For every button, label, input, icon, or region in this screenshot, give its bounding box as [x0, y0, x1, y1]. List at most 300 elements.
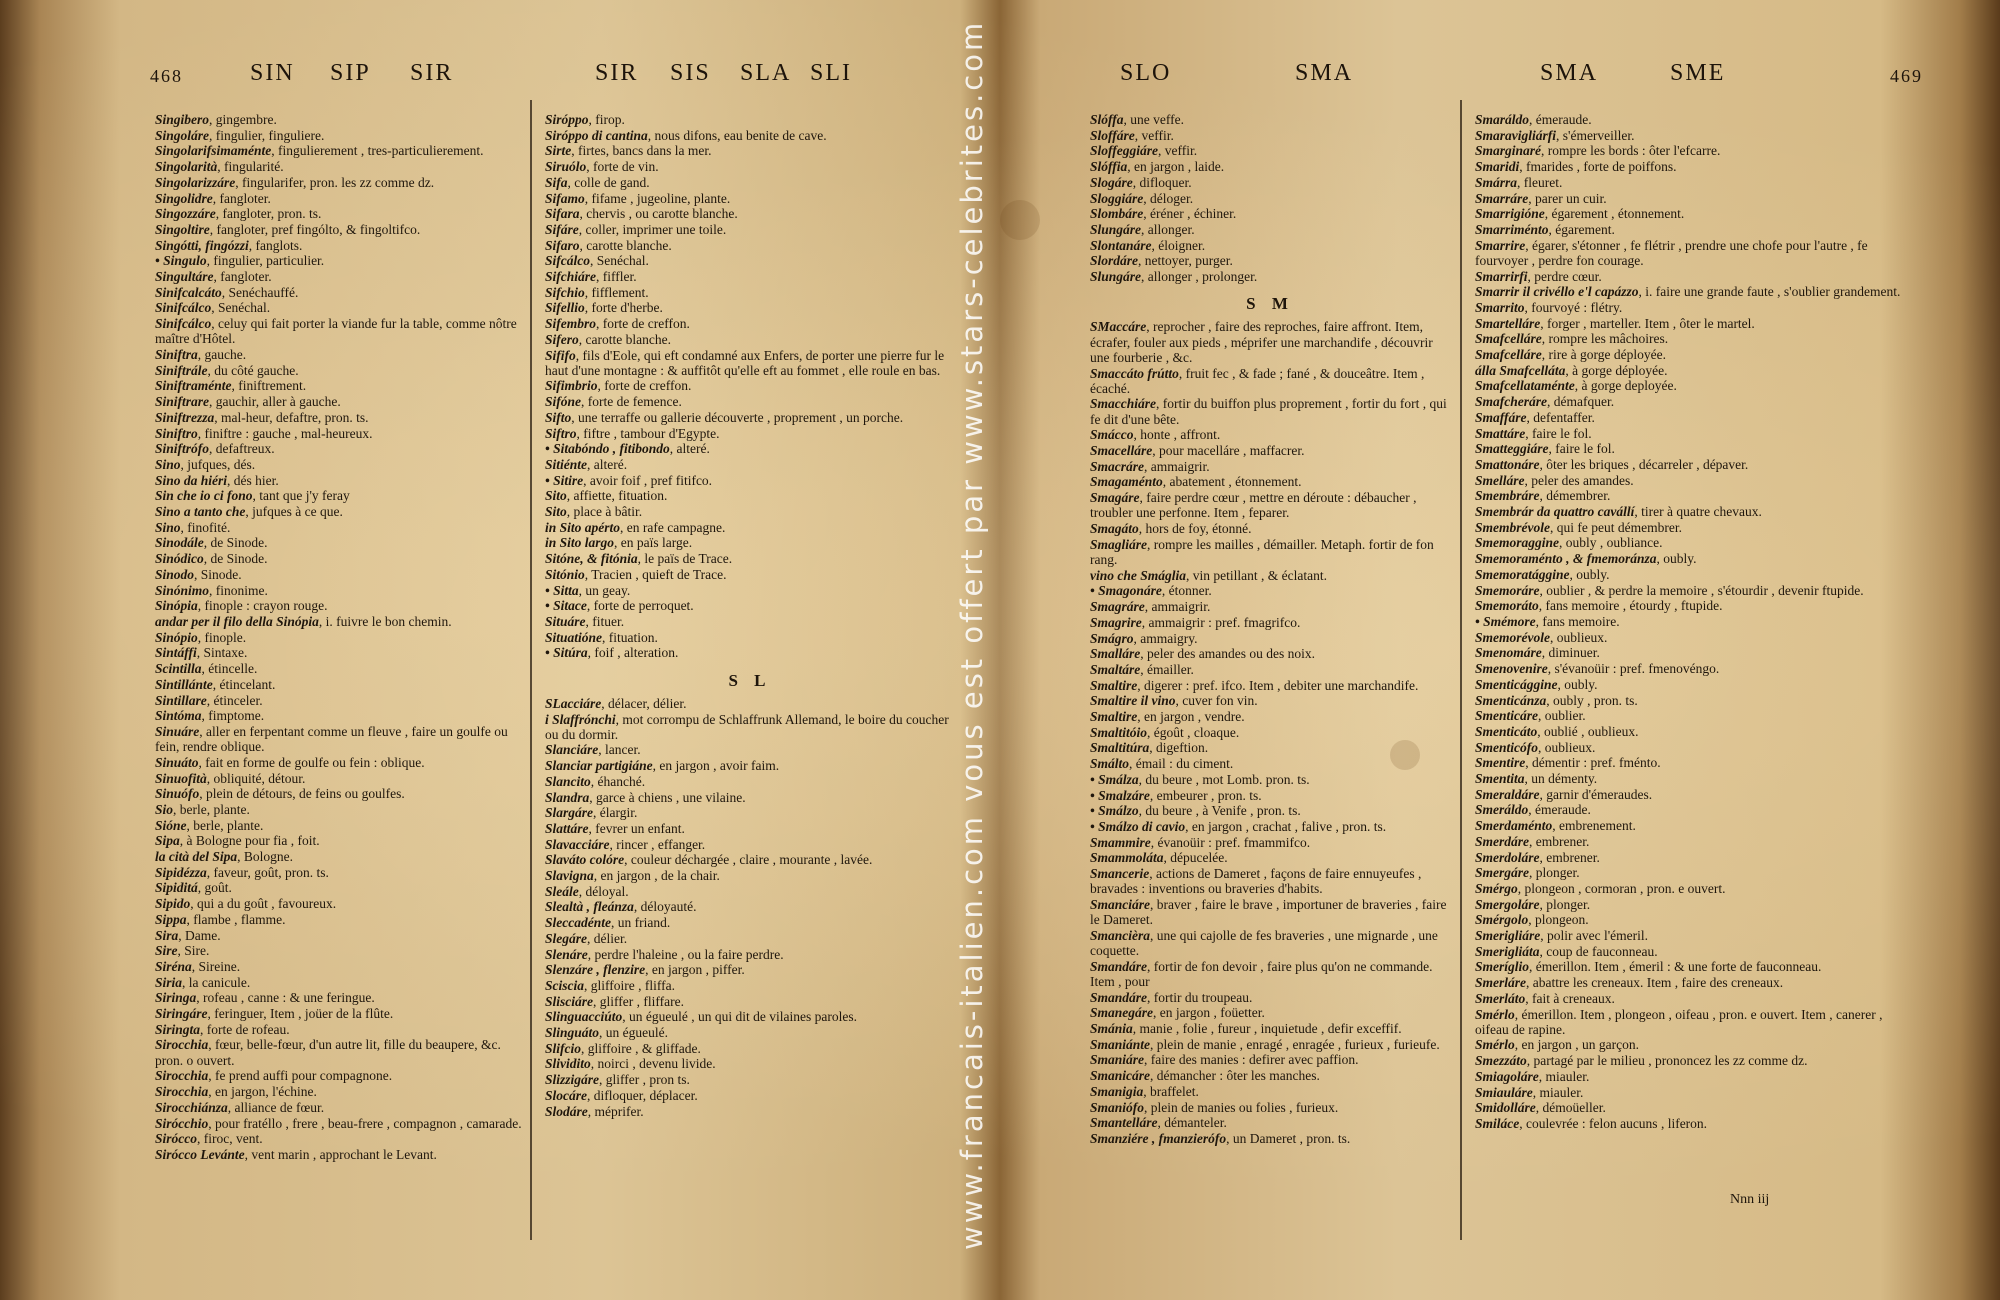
entry-definition: , noirci , devenu livide. [590, 1056, 716, 1072]
dictionary-entry [155, 771, 525, 786]
entry-headword: Siróppo [545, 112, 589, 127]
dictionary-entry [1475, 740, 1905, 755]
entry-definition: , oubly. [1557, 676, 1598, 692]
entry-definition: , en jargon , avoir faim. [652, 758, 780, 774]
dictionary-entry [1475, 771, 1905, 786]
entry-definition: , qui a du goût , favoureux. [190, 896, 337, 912]
dictionary-entry [1475, 112, 1905, 127]
entry-definition: , un égueulé , un qui dit de vilaines paroles. [622, 1009, 857, 1025]
entry-headword: Smafcheráre [1475, 394, 1547, 410]
dictionary-entry [1475, 1085, 1905, 1100]
entry-headword: Smaltire [1090, 709, 1138, 725]
entry-definition: , fleuret. [1517, 174, 1563, 190]
dictionary-entry [545, 899, 955, 914]
dictionary-entry [1475, 535, 1905, 550]
entry-definition: , difloquer. [1132, 174, 1192, 190]
dictionary-entry [155, 535, 525, 550]
entry-definition: , en jargon , foüetter. [1153, 1005, 1265, 1021]
entry-definition: , la canicule. [182, 974, 251, 990]
entry-definition: , ôter les briques , décarreler , dépaver. [1539, 456, 1749, 472]
dictionary-entry [545, 1041, 955, 1056]
dictionary-entry [1475, 975, 1905, 990]
entry-definition: , carotte blanche. [579, 237, 672, 253]
entry-headword: Singoltire [155, 221, 210, 237]
entry-headword: Smarrir il crivéllo e'l capázzo [1475, 284, 1639, 300]
entry-definition: , Sire. [177, 943, 210, 959]
dictionary-entry [545, 1009, 955, 1024]
entry-headword: Sintillánte [155, 676, 213, 692]
entry-headword: Sira [155, 927, 179, 943]
entry-definition: , plongeon , cormoran , pron. e ouvert. [1517, 880, 1726, 896]
entry-definition: , oubly , pron. ts. [1546, 692, 1638, 708]
entry-headword: Slegáre [545, 930, 587, 946]
entry-definition: , cuver fon vin. [1175, 693, 1258, 709]
entry-headword: Smaltitúra [1090, 740, 1150, 756]
dictionary-entry [1475, 394, 1905, 409]
dictionary-entry [155, 1100, 525, 1115]
dictionary-entry [545, 837, 955, 852]
dictionary-entry [1475, 457, 1905, 472]
entry-headword: Slavacciáre [545, 836, 610, 852]
dictionary-entry [545, 551, 955, 566]
dictionary-entry [155, 347, 525, 362]
dictionary-entry [545, 805, 955, 820]
entry-headword: • Smémore [1475, 614, 1536, 629]
entry-headword: Singozzáre [155, 206, 216, 222]
entry-headword: Sippa [155, 911, 187, 927]
entry-definition: , perdre cœur. [1527, 268, 1602, 284]
entry-headword: Slisciáre [545, 993, 594, 1009]
entry-definition: , colle de gand. [567, 174, 650, 190]
entry-definition: , gauchir, aller à gauche. [209, 394, 341, 410]
entry-headword: Smaltire il vino [1090, 693, 1176, 709]
dictionary-entry [1475, 551, 1905, 566]
dictionary-entry [1475, 881, 1905, 896]
dictionary-entry [155, 1084, 525, 1099]
dictionary-entry [545, 567, 955, 582]
entry-headword: Smerláre [1475, 975, 1527, 991]
entry-headword: Smembráre [1475, 488, 1540, 504]
entry-definition: , embrener. [1539, 849, 1600, 865]
dictionary-entry [155, 1022, 525, 1037]
entry-definition: , forte de creffon. [596, 316, 690, 332]
entry-headword: Smenticáre [1475, 708, 1538, 724]
dictionary-entry [1090, 427, 1450, 442]
dictionary-entry [1090, 1037, 1450, 1052]
dictionary-entry [1475, 378, 1905, 393]
entry-headword: Smemorévole [1475, 629, 1550, 645]
entry-headword: • Smagonáre [1090, 583, 1162, 599]
entry-definition: , firoc, vent. [197, 1131, 263, 1147]
entry-headword: Sifcálco [545, 253, 590, 269]
entry-definition: , peler des amandes ou des noix. [1140, 646, 1315, 662]
dictionary-entry [155, 677, 525, 692]
entry-headword: Smancerie [1090, 866, 1150, 882]
dictionary-entry [1090, 662, 1450, 677]
entry-definition: , fortir du troupeau. [1147, 989, 1253, 1005]
catchword: Nnn iij [1730, 1192, 1770, 1207]
right-page-header [1010, 60, 1960, 100]
entry-definition: , rincer , effanger. [609, 836, 706, 852]
dictionary-entry [1475, 897, 1905, 912]
entry-headword: Smenovenire [1475, 661, 1548, 677]
entry-definition: , carotte blanche. [578, 331, 671, 347]
dictionary-entry [1090, 175, 1450, 190]
entry-definition: , démembrer. [1539, 488, 1611, 504]
entry-headword: Smagaménto [1090, 474, 1163, 490]
entry-definition: , nettoyer, purger. [1138, 253, 1233, 269]
entry-definition: , flambe , flamme. [186, 911, 286, 927]
entry-headword: Slividito [545, 1056, 591, 1072]
entry-headword: Singultáre [155, 269, 214, 285]
dictionary-entry [1090, 206, 1450, 221]
entry-definition: , veffir. [1158, 143, 1198, 159]
entry-definition: , mal-heur, defaftre, pron. ts. [214, 409, 369, 425]
dictionary-entry [1090, 772, 1450, 787]
entry-definition: , fangloter, pref fingólto, & fingoltifco. [209, 221, 421, 237]
entry-headword: Slizzigáre [545, 1072, 600, 1088]
dictionary-entry [155, 880, 525, 895]
entry-headword: Smalláre [1090, 646, 1141, 662]
entry-definition: , affiette, fituation. [566, 488, 668, 504]
entry-headword: Slandra [545, 789, 590, 805]
entry-definition: , coller, imprimer une toile. [578, 221, 727, 237]
entry-definition: , couleur déchargée , claire , mourante , lavée. [624, 852, 873, 868]
dictionary-entry [545, 758, 955, 773]
header-word: SIP [330, 60, 371, 86]
dictionary-entry [1475, 567, 1905, 582]
dictionary-entry [155, 645, 525, 660]
dictionary-entry [1475, 1053, 1905, 1068]
entry-definition: , garnir d'émeraudes. [1539, 786, 1653, 802]
dictionary-entry [545, 614, 955, 629]
entry-headword: Slifcio [545, 1040, 581, 1056]
entry-definition: , fe prend auffi pour compagnone. [208, 1068, 393, 1084]
entry-headword: Smafcelláre [1475, 347, 1542, 363]
dictionary-entry [1475, 331, 1905, 346]
dictionary-entry [545, 978, 955, 993]
entry-definition: , en jargon, l'échine. [208, 1084, 317, 1100]
entry-headword: Singolidre [155, 190, 213, 206]
section-heading: S M [1246, 294, 1294, 314]
entry-definition: , Senéchauffé. [221, 284, 299, 300]
dictionary-entry [1475, 363, 1905, 378]
entry-headword: SLacciáre [545, 695, 602, 711]
dictionary-entry [1475, 1037, 1905, 1052]
entry-definition: , en païs large. [614, 535, 693, 551]
entry-definition: , fans memoire. [1535, 614, 1620, 629]
dictionary-entry [155, 457, 525, 472]
dictionary-entry [1475, 175, 1905, 190]
entry-definition: , faire des manies : defirer avec paffion. [1144, 1052, 1359, 1068]
entry-headword: Smantelláre [1090, 1115, 1158, 1131]
entry-definition: , pour fratéllo , frere , beau-frere , compagnon , camarade. [208, 1115, 522, 1131]
entry-headword: Slenáre [545, 946, 588, 962]
dictionary-entry [155, 833, 525, 848]
entry-headword: Smerigliáre [1475, 928, 1541, 944]
entry-definition: , à gorge déployée. [1565, 362, 1668, 378]
entry-definition: , à Bologne pour fia , foit. [179, 833, 320, 849]
entry-headword: Smergoláre [1475, 896, 1540, 912]
entry-headword: Sin che io ci fono [155, 488, 253, 504]
dictionary-entry [155, 269, 525, 284]
entry-definition: , berle, plante. [186, 817, 264, 833]
entry-headword: Smerdáre [1475, 833, 1529, 849]
dictionary-entry [1090, 850, 1450, 865]
entry-headword: SMaccáre [1090, 319, 1147, 335]
entry-headword: Smentire [1475, 755, 1526, 771]
dictionary-entry [155, 990, 525, 1005]
entry-headword: Sitiénte [545, 456, 588, 472]
entry-headword: Smacchiáre [1090, 396, 1156, 412]
entry-definition: , délacer, délier. [601, 695, 687, 711]
entry-definition: , fituer. [585, 614, 625, 629]
entry-definition: , oublieux. [1538, 739, 1596, 755]
dictionary-entry [1090, 490, 1450, 520]
entry-definition: , ammaigrir : pref. fmagrifco. [1141, 614, 1301, 630]
dictionary-entry [1090, 788, 1450, 803]
dictionary-entry [155, 473, 525, 488]
entry-headword: Smancièra [1090, 927, 1151, 943]
entry-headword: Singoláre [155, 127, 210, 143]
dictionary-column-4 [1475, 112, 1905, 1222]
entry-definition: , berle, plante. [173, 801, 250, 817]
entry-headword: • Singulo [155, 253, 207, 269]
entry-headword: Smandáre [1090, 958, 1148, 974]
dictionary-entry [1475, 944, 1905, 959]
entry-definition: , tant que j'y feray [252, 488, 350, 504]
entry-definition: , une terraffe ou gallerie découverte , proprement , un porche. [571, 409, 904, 425]
entry-headword: Smeráldo [1475, 802, 1529, 818]
entry-headword: Smaltire [1090, 677, 1138, 693]
entry-definition: , fortir du buiffon plus proprement , fortir du fort , qui fe dit d'une bête. [1090, 396, 1447, 427]
entry-definition: , gliffoire , fliffa. [584, 977, 675, 993]
entry-definition: , defentaffer. [1526, 409, 1595, 425]
entry-definition: , Dame. [178, 927, 221, 943]
dictionary-entry [1475, 206, 1905, 221]
entry-headword: Sinódico [155, 551, 204, 567]
dictionary-entry [1475, 818, 1905, 833]
entry-definition: , braver , faire le brave , importuner de braveries , faire le Dameret. [1090, 896, 1447, 928]
dictionary-entry [1475, 645, 1905, 660]
entry-headword: Smiauláre [1475, 1084, 1533, 1100]
entry-definition: , embrener. [1529, 833, 1590, 849]
entry-definition: , aller en ferpentant comme un fleuve , faire un goulfe ou fein, rendre oblique. [155, 723, 508, 755]
entry-definition: , abattre les creneaux. Item , faire des creneaux. [1526, 975, 1784, 991]
entry-definition: , émail : du ciment. [1129, 756, 1234, 772]
entry-headword: Sifimbrio [545, 378, 598, 394]
entry-definition: , partagé par le milieu , prononcez les zz comme dz. [1526, 1053, 1808, 1069]
entry-definition: , defaftreux. [209, 441, 275, 457]
entry-headword: Sinifcalcáto [155, 284, 222, 300]
dictionary-entry [545, 1088, 955, 1103]
entry-headword: Smelláre [1475, 472, 1525, 488]
entry-definition: , plonger. [1539, 896, 1591, 912]
dictionary-entry [1090, 521, 1450, 536]
entry-definition: , digeftion. [1149, 740, 1209, 756]
entry-headword: Slancito [545, 773, 591, 789]
entry-headword: Sifamo [545, 190, 585, 206]
dictionary-entry [1090, 803, 1450, 818]
entry-definition: , en jargon , un garçon. [1514, 1037, 1639, 1053]
dictionary-entry [155, 928, 525, 943]
entry-headword: Smemoratággine [1475, 566, 1570, 582]
entry-headword: Smerdoláre [1475, 849, 1540, 865]
header-word: SMA [1540, 60, 1599, 86]
entry-headword: Smarginaré [1475, 143, 1542, 159]
entry-definition: , chervis , ou carotte blanche. [579, 206, 738, 222]
entry-headword: Smenticófo [1475, 739, 1538, 755]
dictionary-entry [1090, 835, 1450, 850]
dictionary-entry [1090, 159, 1450, 174]
entry-headword: Siniftrezza [155, 409, 215, 425]
dictionary-entry [155, 253, 525, 268]
entry-headword: Smemoráto [1475, 598, 1539, 614]
dictionary-entry [1090, 959, 1450, 989]
dictionary-entry [155, 959, 525, 974]
dictionary-entry [1475, 630, 1905, 645]
entry-headword: Siróppo di cantina [545, 127, 648, 143]
entry-headword: Slenzáre , flenzire [545, 962, 646, 978]
dictionary-entry [155, 504, 525, 519]
dictionary-entry [545, 947, 955, 962]
dictionary-entry [545, 269, 955, 284]
entry-definition: , embrenement. [1552, 818, 1636, 834]
dictionary-entry [155, 238, 525, 253]
dictionary-entry [155, 1116, 525, 1131]
dictionary-entry [545, 348, 955, 378]
entry-definition: , oublier , & perdre la memoire , s'étourdir , devenir ftupide. [1539, 582, 1864, 598]
entry-headword: Slóffa [1090, 112, 1124, 127]
entry-headword: Slargáre [545, 805, 594, 821]
dictionary-entry [155, 441, 525, 456]
dictionary-entry [155, 112, 525, 127]
dictionary-entry [545, 1104, 955, 1119]
entry-headword: Sloffeggiáre [1090, 143, 1158, 159]
entry-headword: Smammire [1090, 834, 1151, 850]
dictionary-entry [545, 504, 955, 519]
entry-headword: Siniftro [155, 425, 198, 441]
dictionary-column-2 [545, 112, 955, 1222]
dictionary-entry [155, 943, 525, 958]
dictionary-entry [545, 426, 955, 441]
entry-definition: , dépucelée. [1163, 850, 1228, 866]
dictionary-entry [545, 222, 955, 237]
entry-definition: , Senéchal. [211, 300, 271, 316]
dictionary-entry [1475, 488, 1905, 503]
dictionary-entry [1475, 991, 1905, 1006]
dictionary-entry [1475, 865, 1905, 880]
entry-headword: Smiláce [1475, 1116, 1520, 1131]
entry-definition: , fingularifer, pron. les zz comme dz. [235, 174, 435, 190]
header-word: SIS [670, 60, 711, 86]
dictionary-entry [545, 645, 955, 660]
dictionary-entry [155, 661, 525, 676]
left-page [40, 19, 990, 1260]
dictionary-entry [1475, 520, 1905, 535]
entry-definition: , finople : crayon rouge. [197, 598, 328, 614]
entry-headword: Smarrigióne [1475, 206, 1545, 222]
entry-headword: Smenomáre [1475, 645, 1542, 661]
entry-headword: i Slaffrónchi [545, 711, 616, 727]
entry-headword: la cità del Sipa [155, 849, 238, 865]
entry-definition: , goût. [197, 880, 232, 896]
entry-definition: , plongeon. [1528, 912, 1589, 928]
dictionary-entry [545, 696, 955, 711]
dictionary-entry [1090, 396, 1450, 426]
entry-headword: Smaravigliárfi [1475, 127, 1557, 143]
dictionary-entry [155, 755, 525, 770]
dictionary-entry [545, 520, 955, 535]
entry-definition: , finiftrement. [231, 378, 307, 394]
entry-headword: Smanciáre [1090, 896, 1151, 912]
dictionary-entry [155, 363, 525, 378]
entry-definition: , allonger. [1141, 221, 1195, 237]
dictionary-entry [1475, 598, 1905, 613]
entry-headword: Slodáre [545, 1103, 588, 1119]
entry-headword: Smembrár da quattro cavállí [1475, 504, 1635, 520]
entry-definition: , forte de perroquet. [586, 598, 694, 614]
entry-definition: , en jargon , crachat , falive , pron. ts. [1185, 818, 1387, 834]
entry-definition: , braffelet. [1143, 1083, 1199, 1099]
entry-definition: , firtes, bancs dans la mer. [571, 143, 712, 159]
dictionary-entry [1475, 787, 1905, 802]
dictionary-entry [545, 868, 955, 883]
entry-headword: Sifáre [545, 221, 579, 237]
entry-headword: Smagáre [1090, 490, 1140, 506]
dictionary-entry [545, 394, 955, 409]
entry-headword: Sirte [545, 143, 572, 159]
header-word: SIN [250, 60, 295, 86]
entry-definition: , i. faire une grande faute , s'oublier grandement. [1638, 284, 1901, 300]
entry-definition: , alliance de fœur. [227, 1099, 325, 1115]
entry-definition: , perdre l'haleine , ou la faire perdre. [587, 946, 784, 962]
entry-definition: , déloyal. [578, 883, 629, 899]
entry-definition: , un Dameret , pron. ts. [1226, 1131, 1351, 1146]
entry-headword: Sleccadénte [545, 915, 611, 931]
page-number: 468 [150, 66, 183, 86]
entry-definition: , éréner , échiner. [1143, 206, 1237, 222]
dictionary-entry [155, 128, 525, 143]
dictionary-entry [545, 774, 955, 789]
entry-definition: , gliffoire , & gliffade. [581, 1040, 701, 1056]
dictionary-entry [155, 802, 525, 817]
entry-headword: Sifchio [545, 284, 585, 300]
dictionary-entry [545, 598, 955, 613]
dictionary-entry [155, 598, 525, 613]
entry-headword: Smágro [1090, 630, 1134, 646]
entry-definition: , plein de manies ou folies , furieux. [1144, 1099, 1339, 1115]
entry-definition: , égarer, s'étonner , fe flétrir , prendre une chofe pour l'autre , fe fourvoyer , perdre fon courage. [1475, 237, 1868, 268]
entry-definition: , faire le fol. [1548, 441, 1615, 457]
dictionary-entry [1090, 253, 1450, 268]
dictionary-entry [1475, 850, 1905, 865]
entry-headword: Sifembro [545, 316, 597, 332]
dictionary-entry [1475, 614, 1905, 629]
entry-definition: , honte , affront. [1133, 427, 1221, 443]
dictionary-entry [1090, 1068, 1450, 1083]
entry-definition: , plein de manie , enragé , enragée , furieux , furieufe. [1150, 1036, 1440, 1052]
entry-definition: , finonime. [209, 582, 268, 598]
entry-headword: Sifto [545, 409, 572, 425]
entry-headword: • Sitúra [545, 645, 588, 661]
dictionary-entry [1475, 300, 1905, 315]
entry-definition: , délier. [587, 930, 628, 946]
entry-headword: Slaváto colóre [545, 852, 625, 868]
dictionary-entry [545, 143, 955, 158]
dictionary-entry [1475, 410, 1905, 425]
entry-headword: Sintáffi [155, 645, 197, 661]
